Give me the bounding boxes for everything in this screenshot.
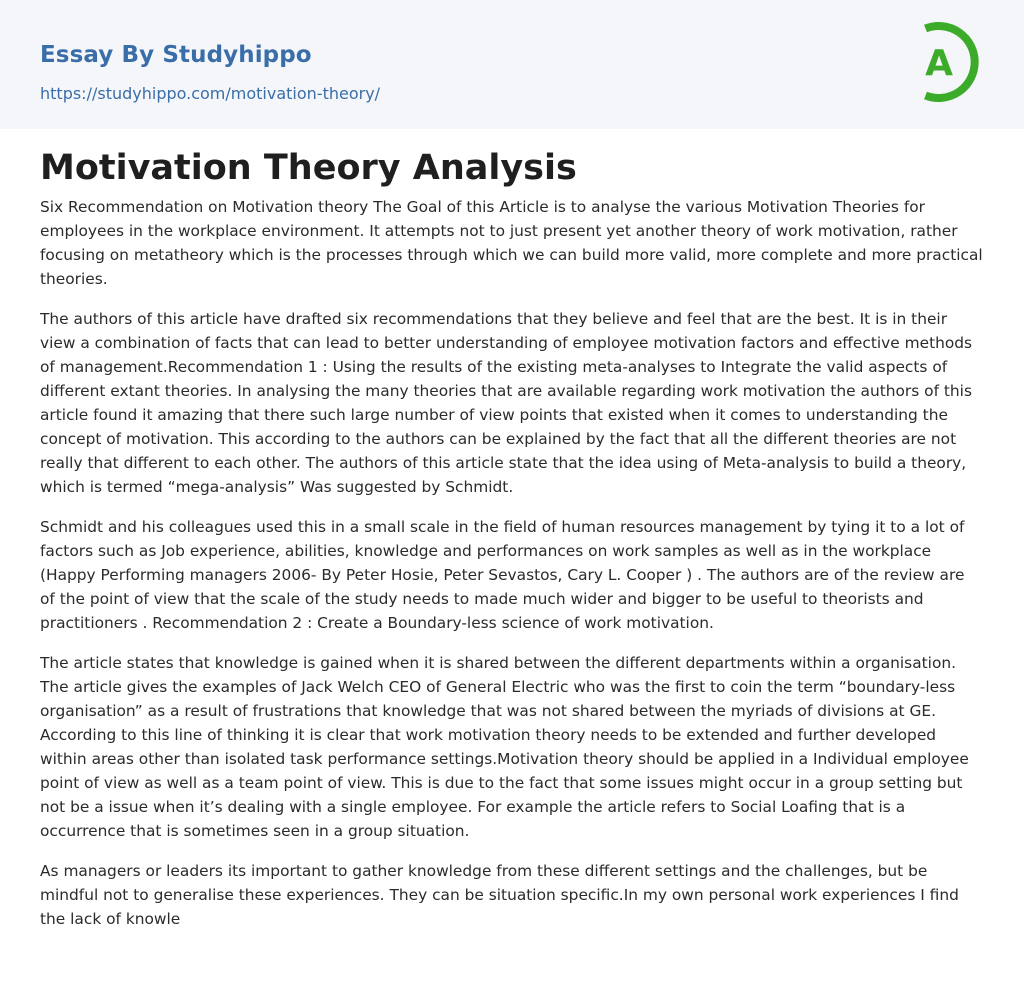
site-brand[interactable]: Essay By Studyhippo — [40, 42, 312, 68]
article-paragraph: The authors of this article have drafted six recommendations that they believe and feel that are the best. It is in their view a combination of facts that can lead to better understanding of employee motivation factors and effective methods of management.Recommendation 1 : Using the results of the existing meta-analyses to Integrate the valid aspects of different extant theories. In analysing the many theories that are available regarding work motivation the authors of this article found it amazing that there such large number of view points that existed when it comes to understanding the concept of motivation. This according to the authors can be explained by the fact that all the different theories are not really that different to each other. The authors of this article state that the idea using of Meta-analysis to build a theory, which is termed “mega-analysis” Was suggested by Schmidt. — [40, 310, 973, 496]
article-paragraph: Six Recommendation on Motivation theory The Goal of this Article is to analyse the various Motivation Theories for employees in the workplace environment. It attempts not to just present yet another theory of work motivation, rather focusing on metatheory which is the processes through which we can build more valid, more complete and more practical theories. — [40, 198, 983, 288]
studyhippo-a-logo-icon[interactable] — [908, 18, 988, 106]
logo-letter: A — [925, 43, 953, 84]
site-header — [0, 0, 1024, 129]
article — [0, 129, 1024, 931]
article-paragraph: As managers or leaders its important to gather knowledge from these different settings and the challenges, but be mindful not to generalise these experiences. They can be situation specific.In my own personal work experiences I find the lack of knowle — [40, 862, 959, 928]
article-title: Motivation Theory Analysis — [40, 148, 577, 188]
article-paragraph: Schmidt and his colleagues used this in a small scale in the field of human resources management by tying it to a lot of factors such as Job experience, abilities, knowledge and performances on work samples as well as in the workplace (Happy Performing managers 2006- By Peter Hosie, Peter Sevastos, Cary L. Cooper ) . The authors are of the review are of the point of view that the scale of the study needs to made much wider and bigger to be useful to theorists and practitioners . Recommendation 2 : Create a Boundary-less science of work motivation. — [40, 518, 965, 632]
article-url-link[interactable]: https://studyhippo.com/motivation-theory/ — [40, 84, 381, 103]
article-paragraph: The article states that knowledge is gained when it is shared between the different departments within a organisation. The article gives the examples of Jack Welch CEO of General Electric who was the first to coin the term “boundary-less organisation” as a result of frustrations that knowledge that was not shared between the myriads of divisions at GE. According to this line of thinking it is clear that work motivation theory needs to be extended and further developed within areas other than isolated task performance settings.Motivation theory should be applied in a Individual employee point of view as well as a team point of view. This is due to the fact that some issues might occur in a group setting but not be a issue when it’s dealing with a single employee. For example the article refers to Social Loafing that is a occurrence that is sometimes seen in a group situation. — [40, 654, 969, 840]
